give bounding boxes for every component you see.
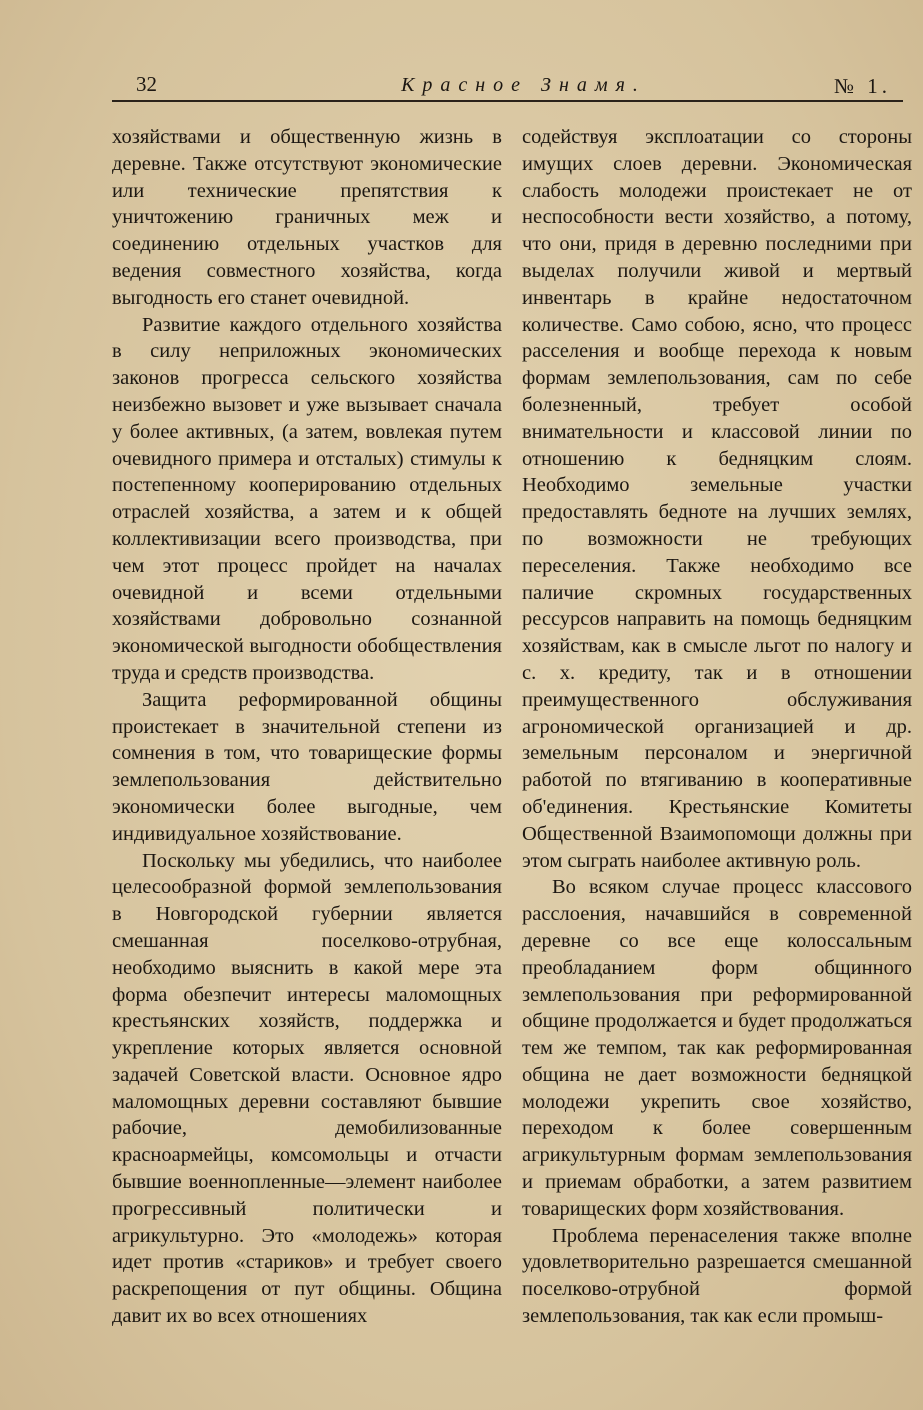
page-header [112, 68, 895, 102]
paragraph: содействуя эксплоатации со стороны имущих слоев деревни. Экономическая слабость молодежи проистекает не от неспособности вести хозяйство, а потому, что они, придя в деревню последними при выделах получили живой и мертвый инвентарь в крайне недостаточном количестве. Само собою, ясно, что процесс расселения и вообще перехода к новым формам землепользования, сам по себе болезненный, требует особой внимательности и классовой линии по отношению к бедняцким слоям. Необходимо земельные участки предоставлять бедноте на лучших землях, по возможности не требующих переселения. Также необходимо все паличие скромных государственных рессурсов направить на помощь бедняцким хозяйствам, как в смысле льгот по налогу и с. х. кредиту, так и в отношении преимущественного обслуживания агрономической организацией и др. земельным персоналом и энергичной работой по втягиванию в кооперативные об'единения. Крестьянские Комитеты Общественной Взаимопомощи должны при этом сыграть наиболее активную роль. [522, 126, 912, 872]
paragraph: Развитие каждого отдельного хозяйства в силу неприложных экономических законов прогресса сельского хозяйства неизбежно вызовет и уже вызывает сначала у более активных, (а затем, вовлекая путем очевидного примера и отсталых) стимулы к постепенному кооперированию отдельных отраслей хозяйства, а затем и к общей коллективизации всего производства, при чем этот процесс пройдет на началах очевидной и всеми отдельными хозяйствами добровольно сознанной экономической выгодности обобществления труда и средств производства. [112, 313, 502, 684]
page-number: 32 [136, 72, 157, 96]
left-column [112, 124, 502, 1330]
paragraph: Проблема перенаселения также вполне удовлетворительно разрешается смешанной поселково-отрубной формой землепользования, так как если промыш- [522, 1224, 912, 1328]
paragraph: Во всяком случае процесс классового расслоения, начавшийся в современной деревне со все еще колоссальным преобладанием форм общинного землепользования при реформированной общине продолжается и будет продолжаться тем же темпом, так как реформированная община не дает возможности бедняцкой молодежи укрепить свое хозяйство, переходом к более совершенным агрикультурным формам землепользования и приемам обработки, а затем развитием товарищеских форм хозяйствования. [522, 876, 912, 1220]
paragraph: Защита реформированной общины проистекает в значительной степени из сомнения в том, что товарищеские формы землепользования действительно экономически более выгодные, чем индивидуальное хозяйствование. [112, 688, 502, 845]
paragraph: хозяйствами и общественную жизнь в деревне. Также отсутствуют экономические или технические препятствия к уничтожению граничных меж и соединению отдельных участков для ведения совместного хозяйства, когда выгодность его станет очевидной. [112, 126, 502, 309]
header-rule [112, 100, 903, 102]
paragraph: Поскольку мы убедились, что наиболее целесообразной формой землепользования в Новгородской губернии является смешанная поселково-отрубная, необходимо выяснить в какой мере эта форма обезпечит интересы маломощных крестьянских хозяйств, поддержка и укрепление которых является основной задачей Советской власти. Основное ядро маломощных деревни составляют бывшие рабочие, демобилизованные красноармейцы, комсомольцы и отчасти бывшие военнопленные—элемент наиболее прогрессивный политически и агрикультурно. Это «молодежь» которая идет против «стариков» и требует своего раскрепощения от пут общины. Община давит их во всех отношениях [112, 849, 502, 1328]
running-title: Красное Знамя. [401, 74, 646, 96]
issue-number: № 1. [833, 74, 891, 98]
right-column [522, 124, 912, 1330]
